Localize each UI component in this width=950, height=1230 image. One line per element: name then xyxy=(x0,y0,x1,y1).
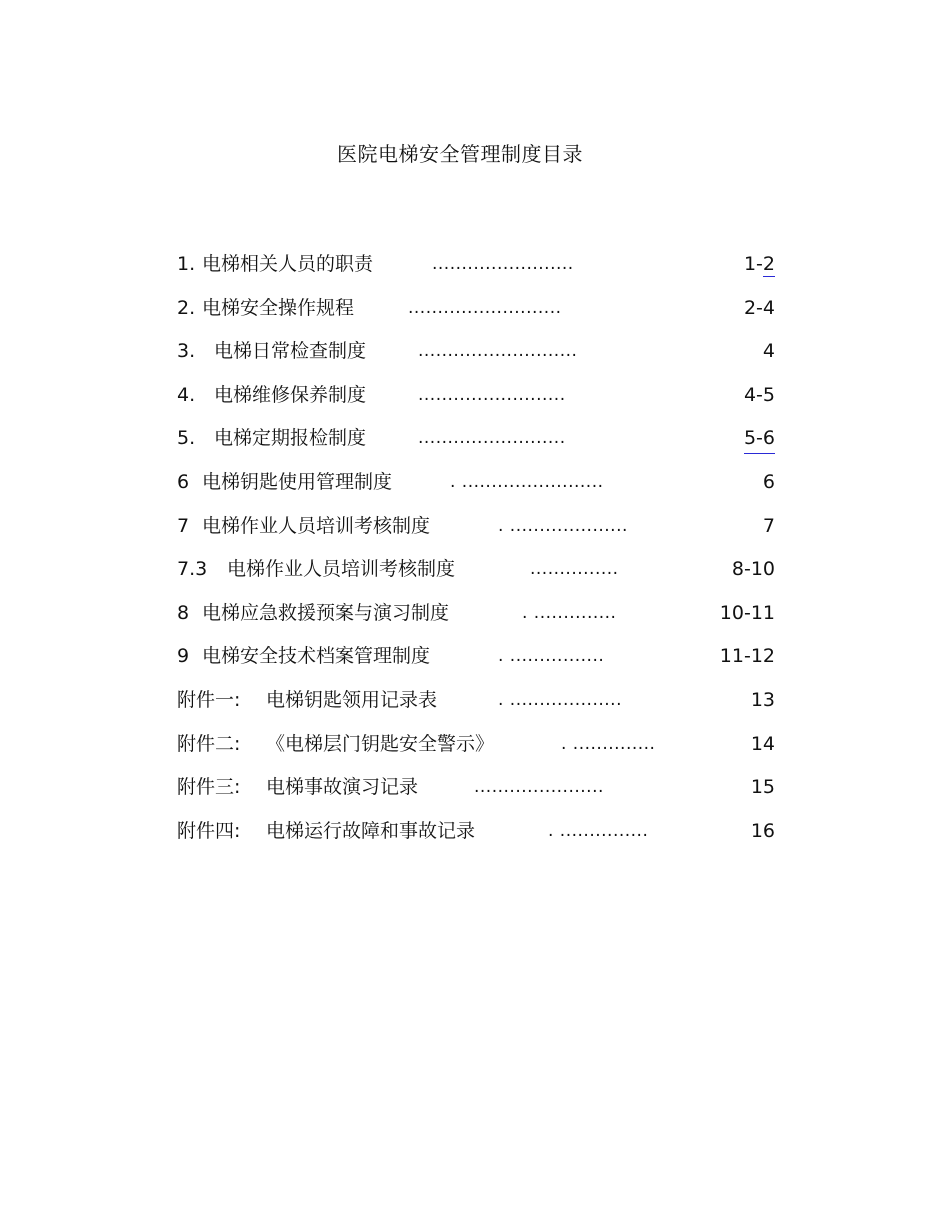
toc-page-number: 7 xyxy=(762,514,775,537)
toc-entry-title: 电梯钥匙领用记录表 xyxy=(266,688,438,711)
toc-entry-number: 3. xyxy=(177,340,196,363)
toc-page-number: 4 xyxy=(762,340,775,363)
toc-entry[interactable] xyxy=(177,424,777,468)
toc-page-number: 13 xyxy=(750,688,775,711)
toc-entry-title: 电梯定期报检制度 xyxy=(214,427,367,450)
toc-page-number: 16 xyxy=(750,819,775,842)
toc-entry[interactable] xyxy=(177,730,777,774)
toc-leader-dots: . .............. xyxy=(522,602,617,623)
toc-entry-number: 4. xyxy=(177,383,196,406)
toc-leader-dots: . .............. xyxy=(561,733,656,754)
toc-leader-dots: . ................ xyxy=(498,646,605,667)
toc-leader-dots: ........................ xyxy=(432,254,574,274)
toc-leader-dots: ...................... xyxy=(474,777,604,798)
toc-entry[interactable] xyxy=(177,773,777,817)
toc-entry-number: 1. xyxy=(177,253,196,275)
toc-page-number: 11-12 xyxy=(719,645,775,668)
toc-entry[interactable] xyxy=(177,381,777,425)
toc-page-number: 8-10 xyxy=(731,558,775,581)
toc-entry-title: 电梯事故演习记录 xyxy=(266,776,419,799)
toc-page-number: 10-11 xyxy=(719,601,775,624)
toc-entry[interactable] xyxy=(177,555,777,599)
toc-entry[interactable] xyxy=(177,250,777,294)
toc-page-number: 14 xyxy=(750,732,775,755)
toc-entry[interactable] xyxy=(177,468,777,512)
toc-entry[interactable] xyxy=(177,512,777,556)
toc-leader-dots: . ............... xyxy=(548,820,649,841)
page-title: 医院电梯安全管理制度目录 xyxy=(337,142,583,166)
toc-entry-title: 电梯作业人员培训考核制度 xyxy=(202,514,431,537)
toc-entry-title: 电梯维修保养制度 xyxy=(214,383,367,406)
toc-page-number: 4-5 xyxy=(743,383,775,406)
toc-leader-dots: . ........................ xyxy=(450,471,604,492)
toc-entry-title: 电梯日常检查制度 xyxy=(214,340,367,363)
toc-entry-number: 8 xyxy=(177,601,190,624)
toc-entry-number: 9 xyxy=(177,645,190,668)
toc-entry[interactable] xyxy=(177,642,777,686)
toc-entry-title: 电梯作业人员培训考核制度 xyxy=(227,558,456,581)
toc-entry-number: 附件二: xyxy=(177,732,241,755)
toc-entry[interactable] xyxy=(177,337,777,381)
toc-entry[interactable] xyxy=(177,599,777,643)
toc-entry[interactable] xyxy=(177,294,777,338)
toc-entry[interactable] xyxy=(177,686,777,730)
table-of-contents xyxy=(177,250,777,860)
toc-page-number: 6 xyxy=(762,470,775,493)
toc-entry-title: 电梯相关人员的职责 xyxy=(202,253,374,275)
toc-entry-number: 5. xyxy=(177,427,196,450)
toc-leader-dots: ........................... xyxy=(418,341,578,362)
toc-entry-number: 附件一: xyxy=(177,688,241,711)
toc-entry-number: 7.3 xyxy=(177,558,208,581)
toc-entry-number: 2. xyxy=(177,296,196,319)
toc-entry-title: 电梯安全操作规程 xyxy=(202,296,355,319)
toc-leader-dots: .......................... xyxy=(408,297,562,318)
toc-leader-dots: . .................... xyxy=(498,515,628,536)
toc-page-number: 2-4 xyxy=(743,296,775,319)
toc-entry[interactable] xyxy=(177,817,777,861)
toc-leader-dots: ......................... xyxy=(418,384,566,405)
toc-entry-title: 电梯运行故障和事故记录 xyxy=(266,819,476,842)
toc-entry-number: 附件三: xyxy=(177,776,241,799)
toc-entry-title: 电梯安全技术档案管理制度 xyxy=(202,645,431,668)
toc-entry-number: 附件四: xyxy=(177,819,241,842)
toc-page-number: 15 xyxy=(750,776,775,799)
toc-leader-dots: ......................... xyxy=(418,428,566,449)
toc-entry-title: 电梯应急救援预案与演习制度 xyxy=(202,601,450,624)
toc-page-link[interactable]: 5-6 xyxy=(744,424,775,454)
toc-page-link[interactable]: 1-2 xyxy=(743,253,775,275)
toc-entry-title: 电梯钥匙使用管理制度 xyxy=(202,470,393,493)
toc-entry-number: 6 xyxy=(177,470,190,493)
toc-entry-number: 7 xyxy=(177,514,190,537)
toc-entry-title: 《电梯层门钥匙安全警示》 xyxy=(266,732,495,755)
toc-leader-dots: . ................... xyxy=(498,689,622,710)
toc-leader-dots: ............... xyxy=(530,559,619,580)
